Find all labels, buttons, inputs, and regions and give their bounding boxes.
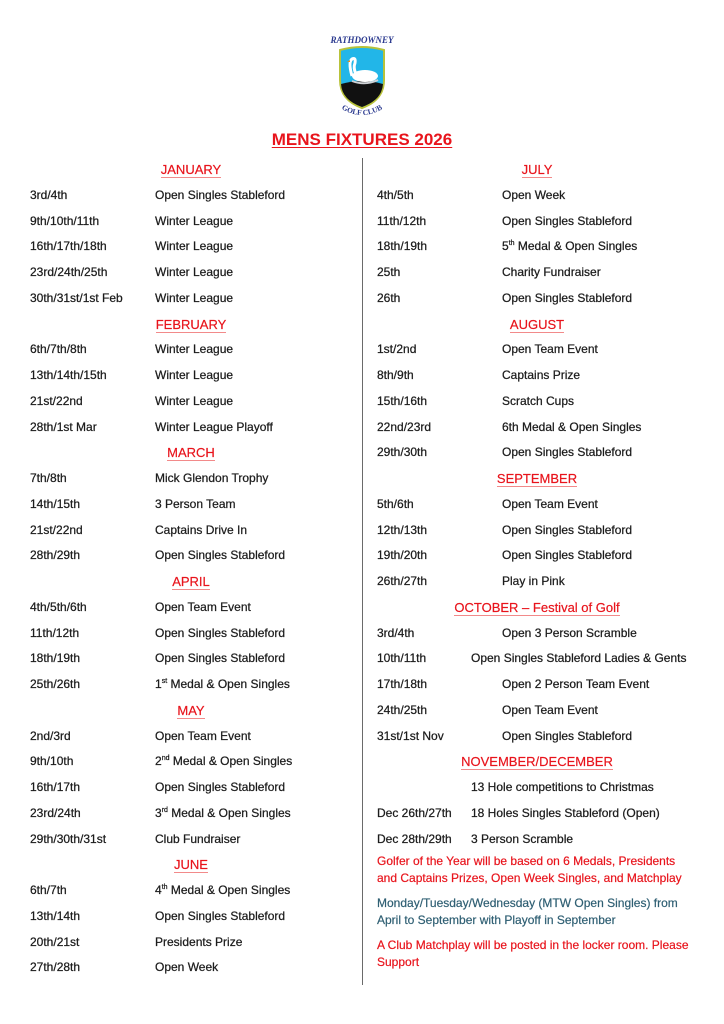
- fixture-row: [30, 337, 352, 363]
- fixture-event: Open Singles Stableford: [155, 548, 286, 563]
- fixture-event: Open Team Event: [155, 599, 251, 614]
- fixture-event: Winter League: [155, 239, 234, 254]
- note: Golfer of the Year will be based on 6 Medals, Presidents and Captains Prizes, Open Week Singles, and Matchplay: [377, 854, 682, 885]
- fixture-event: Scratch Cups: [502, 393, 575, 408]
- month-title: NOVEMBER/DECEMBER: [461, 754, 613, 770]
- fixture-date: 3rd/4th: [377, 625, 415, 640]
- fixture-event: 4th Medal & Open Singles: [155, 883, 291, 897]
- fixture-date: 15th/16th: [377, 393, 428, 408]
- fixture-event: Open Singles Stableford: [155, 625, 286, 640]
- fixture-event: Open Singles Stableford: [155, 651, 286, 666]
- fixture-date: 21st/22nd: [30, 522, 83, 537]
- fixture-date: 8th/9th: [377, 368, 414, 382]
- fixture-date: 12th/13th: [377, 522, 428, 537]
- fixture-date: 28th/1st Mar: [30, 419, 97, 434]
- month-header: [377, 466, 697, 492]
- fixture-row: [377, 363, 697, 389]
- fixture-date: 27th/28th: [30, 960, 81, 975]
- month-header: [377, 595, 697, 621]
- month-header: [30, 569, 352, 595]
- month-title: AUGUST: [509, 316, 565, 332]
- logo-top-text: RATHDOWNEY: [330, 35, 394, 45]
- month-title: SEPTEMBER: [496, 471, 578, 486]
- fixture-event: 6th Medal & Open Singles: [502, 419, 642, 434]
- fixture-date: 26th: [377, 290, 401, 305]
- fixture-date: 24th/25th: [377, 702, 428, 717]
- fixture-date: 6th/7th/8th: [30, 342, 87, 357]
- fixture-row: [30, 801, 352, 827]
- fixture-event: Open Singles Stableford: [502, 548, 633, 563]
- fixture-row: [377, 775, 697, 801]
- fixture-row: [377, 440, 697, 466]
- fixture-row: [30, 209, 352, 235]
- fixture-row: [30, 904, 352, 930]
- fixture-date: 9th/10th/11th: [30, 213, 100, 228]
- month-header: [30, 852, 352, 878]
- fixture-row: [30, 492, 352, 518]
- fixture-date: 10th/11th: [377, 651, 427, 666]
- club-logo: [322, 32, 402, 118]
- fixture-date: 19th/20th: [377, 548, 428, 563]
- month-header: [377, 157, 697, 183]
- fixture-event: 18 Holes Singles Stableford (Open): [471, 805, 660, 820]
- fixture-row: [30, 415, 352, 441]
- fixture-event: Open Singles Stableford: [502, 728, 633, 743]
- fixture-date: 11th/12th: [30, 625, 80, 640]
- logo-bottom-text: GOLF CLUB: [340, 102, 384, 118]
- fixtures-column-right: [377, 157, 697, 852]
- fixture-date: 4th/5th: [377, 187, 414, 202]
- fixture-row: [377, 209, 697, 235]
- fixture-event: Open Team Event: [155, 728, 251, 743]
- fixture-date: Dec 26th/27th: [377, 805, 452, 820]
- fixture-event: Play in Pink: [502, 574, 565, 588]
- note: A Club Matchplay will be posted in the locker room. Please Support: [377, 938, 689, 969]
- note: Monday/Tuesday/Wednesday (MTW Open Singles) from April to September with Playoff in September: [377, 896, 678, 927]
- fixture-event: Open Singles Stableford: [155, 187, 286, 202]
- fixture-row: [377, 234, 697, 260]
- month-title: APRIL: [172, 574, 210, 589]
- fixture-date: 11th/12th: [377, 213, 427, 228]
- fixture-row: [377, 569, 697, 595]
- fixture-date: 30th/31st/1st Feb: [30, 290, 123, 305]
- fixture-event: Open Team Event: [502, 342, 598, 357]
- fixture-row: [30, 286, 352, 312]
- fixture-event: Winter League: [155, 213, 234, 228]
- fixture-row: [30, 955, 352, 981]
- fixture-date: 23rd/24th: [30, 805, 81, 820]
- fixture-row: [30, 466, 352, 492]
- fixture-date: 3rd/4th: [30, 187, 68, 202]
- fixture-event: Open Singles Stableford: [502, 522, 633, 537]
- month-title: JANUARY: [160, 162, 222, 177]
- fixture-date: 6th/7th: [30, 883, 67, 897]
- month-header: [30, 312, 352, 338]
- month-title: FEBRUARY: [155, 316, 227, 332]
- fixture-row: [30, 260, 352, 286]
- fixture-event: Open Team Event: [502, 496, 598, 511]
- fixture-row: [377, 621, 697, 647]
- fixture-row: [30, 878, 352, 904]
- fixture-event: Open Team Event: [502, 702, 598, 717]
- fixture-date: 1st/2nd: [377, 342, 417, 357]
- fixture-row: [377, 698, 697, 724]
- column-divider: [362, 158, 363, 985]
- fixture-row: [377, 286, 697, 312]
- fixture-row: [30, 543, 352, 569]
- fixture-row: [30, 827, 352, 853]
- fixture-event: Winter League: [155, 265, 234, 279]
- month-header: [377, 749, 697, 775]
- fixture-event: 1st Medal & Open Singles: [155, 677, 290, 691]
- fixture-event: Winter League Playoff: [155, 419, 273, 434]
- fixture-date: 14th/15th: [30, 496, 81, 511]
- month-title: OCTOBER – Festival of Golf: [454, 599, 620, 615]
- fixture-event: Open Week: [155, 960, 219, 975]
- fixture-event: 3rd Medal & Open Singles: [155, 805, 291, 820]
- fixture-date: 25th/26th: [30, 677, 81, 691]
- fixture-row: [30, 775, 352, 801]
- fixture-event: 13 Hole competitions to Christmas: [471, 780, 654, 794]
- fixture-row: [377, 337, 697, 363]
- fixture-date: 29th/30th/31st: [30, 831, 107, 846]
- fixture-date: 13th/14th/15th: [30, 368, 107, 382]
- fixture-row: [30, 749, 352, 775]
- fixture-date: 2nd/3rd: [30, 728, 71, 743]
- fixture-event: Presidents Prize: [155, 934, 243, 949]
- fixture-date: 9th/10th: [30, 754, 74, 769]
- fixture-event: Winter League: [155, 342, 234, 357]
- fixture-event: Captains Drive In: [155, 522, 248, 537]
- fixture-event: Open Singles Stableford: [155, 780, 286, 794]
- fixture-date: 13th/14th: [30, 908, 81, 923]
- fixture-event: Winter League: [155, 290, 234, 305]
- fixture-date: 26th/27th: [377, 574, 428, 588]
- fixture-row: [30, 724, 352, 750]
- fixture-row: [30, 930, 352, 956]
- fixture-event: Winter League: [155, 368, 234, 382]
- fixture-row: [30, 672, 352, 698]
- fixture-row: [30, 518, 352, 544]
- fixture-row: [377, 724, 697, 750]
- month-header: [30, 157, 352, 183]
- fixture-date: 5th/6th: [377, 496, 414, 511]
- fixture-event: Club Fundraiser: [155, 831, 241, 846]
- fixture-event: 3 Person Scramble: [471, 831, 574, 846]
- fixture-event: Charity Fundraiser: [502, 265, 601, 279]
- fixture-date: 16th/17th/18th: [30, 239, 107, 254]
- fixture-row: [377, 389, 697, 415]
- fixture-row: [30, 363, 352, 389]
- month-title: MARCH: [167, 445, 215, 461]
- page-title: MENS FIXTURES 2026: [271, 130, 453, 149]
- fixture-row: [377, 646, 697, 672]
- fixture-row: [30, 389, 352, 415]
- fixture-event: Winter League: [155, 393, 234, 408]
- fixture-date: 4th/5th/6th: [30, 599, 87, 614]
- fixture-date: 25th: [377, 265, 401, 279]
- fixture-row: [30, 646, 352, 672]
- month-header: [377, 312, 697, 338]
- fixture-event: 2nd Medal & Open Singles: [155, 754, 293, 769]
- fixture-event: Open Singles Stableford Ladies & Gents: [471, 651, 687, 666]
- fixture-row: [377, 492, 697, 518]
- fixture-date: 22nd/23rd: [377, 419, 432, 434]
- fixture-event: Open 2 Person Team Event: [502, 677, 650, 691]
- fixture-event: Mick Glendon Trophy: [155, 471, 269, 485]
- fixture-event: Open Singles Stableford: [502, 213, 633, 228]
- fixture-event: Captains Prize: [502, 368, 581, 382]
- fixture-event: 5th Medal & Open Singles: [502, 239, 638, 254]
- fixture-event: Open Singles Stableford: [502, 290, 633, 305]
- fixture-date: 29th/30th: [377, 445, 428, 460]
- fixture-row: [377, 543, 697, 569]
- fixture-event: Open 3 Person Scramble: [502, 625, 637, 640]
- fixture-date: 23rd/24th/25th: [30, 265, 108, 279]
- fixture-row: [377, 827, 697, 853]
- fixture-row: [377, 260, 697, 286]
- fixture-date: 28th/29th: [30, 548, 81, 563]
- notes: [377, 853, 697, 979]
- fixture-date: 31st/1st Nov: [377, 728, 444, 743]
- fixtures-column-left: [30, 157, 352, 981]
- fixture-date: 21st/22nd: [30, 393, 83, 408]
- fixture-row: [30, 234, 352, 260]
- fixture-date: 18th/19th: [377, 239, 428, 254]
- fixture-row: [377, 518, 697, 544]
- fixture-event: Open Week: [502, 187, 566, 202]
- fixture-date: 20th/21st: [30, 934, 80, 949]
- fixture-row: [377, 183, 697, 209]
- fixture-row: [30, 595, 352, 621]
- month-title: JULY: [521, 162, 553, 177]
- fixture-event: Open Singles Stableford: [155, 908, 286, 923]
- fixture-row: [30, 621, 352, 647]
- month-header: [30, 698, 352, 724]
- fixture-date: 18th/19th: [30, 651, 81, 666]
- fixture-date: 7th/8th: [30, 471, 67, 485]
- fixture-row: [377, 801, 697, 827]
- fixture-date: 17th/18th: [377, 677, 428, 691]
- month-header: [30, 440, 352, 466]
- month-title: JUNE: [174, 857, 208, 873]
- fixture-row: [377, 672, 697, 698]
- fixture-row: [377, 415, 697, 441]
- fixture-date: Dec 28th/29th: [377, 831, 452, 846]
- fixture-date: 16th/17th: [30, 780, 81, 794]
- month-title: MAY: [177, 702, 205, 718]
- fixture-event: Open Singles Stableford: [502, 445, 633, 460]
- fixture-row: [30, 183, 352, 209]
- fixture-event: 3 Person Team: [155, 496, 236, 511]
